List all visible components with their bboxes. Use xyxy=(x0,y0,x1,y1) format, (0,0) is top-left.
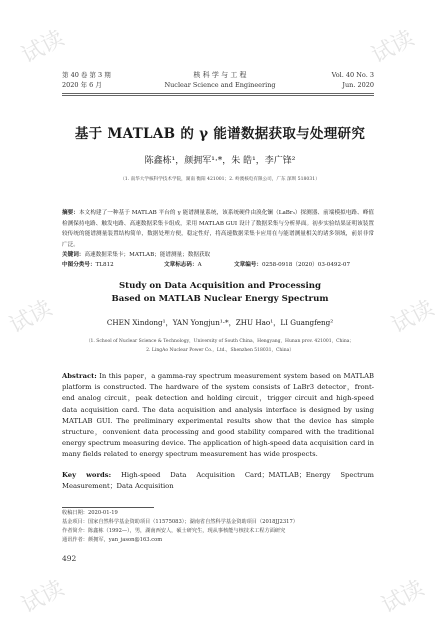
footnote-author: 作者简介：陈鑫栋（1992—），男，湖南西安人，硕士研究生，现从事核能与核技术工程方面研究 xyxy=(62,528,286,534)
watermark: 试读 xyxy=(367,25,419,69)
en-abstract-text: In this paper，a gamma-ray spectrum measurement system based on MATLAB platform is constructed. The hardware of the system consists of LaBr3 detector，front-end analog circuit，peak detection and holding circuit，trigger circuit and high-speed data acquisition card. The data acquisition and analysis interface is designed by using MATLAB GUI. The preliminary experimental results show that the device has simple structure，convenient data processing and good stability compared with the traditional energy spectrum measuring device. The application of high-speed data acquisition card in many fields related to energy spectrum measurement has wide prospects. xyxy=(62,372,374,459)
page-number: 492 xyxy=(62,554,77,563)
footnote-rule xyxy=(62,507,154,508)
watermark: 试读 xyxy=(5,295,57,339)
watermark: 试读 xyxy=(387,295,439,339)
footnote-fund: 基金项目：国家自然科学基金资助项目（11575083）；湖南省自然科学基金资助项目（2018JJ2317） xyxy=(62,519,298,525)
header-journal-en: Nuclear Science and Engineering xyxy=(164,81,276,89)
en-abstract-label: Abstract: xyxy=(62,372,97,380)
en-title: Study on Data Acquisition and Processing Based on MATLAB Nuclear Energy Spectrum xyxy=(111,281,329,304)
cn-keywords-label: 关键词： xyxy=(62,252,85,259)
header-vol-cn: 第 40 卷 第 3 期 xyxy=(62,71,111,79)
watermark: 试读 xyxy=(17,25,69,69)
footnote-corresponding: 通讯作者：颜拥军，yan_jason@163.com xyxy=(62,537,163,543)
doc-value: A xyxy=(197,262,202,268)
article-value: 0258-0918（2020）03-0492-07 xyxy=(261,262,351,268)
watermark: 试读 xyxy=(377,575,429,619)
en-affiliation xyxy=(0,338,440,355)
doc-label: 文章标志码： xyxy=(164,262,198,268)
class-label: 中图分类号： xyxy=(62,262,96,268)
en-affiliation-2: 2. LingAo Nuclear Power Co.，Ltd.，Shenzhen 518031，China） xyxy=(146,347,294,353)
article-label: 文章编号： xyxy=(234,262,262,268)
class-value: TL812 xyxy=(95,262,114,268)
cn-title: 基于 MATLAB 的 γ 能谱数据获取与处理研究 xyxy=(74,126,366,142)
en-keywords-label: Key words: xyxy=(62,471,112,479)
header-rule-thin xyxy=(62,95,374,96)
header-journal-cn: 核 科 学 与 工 程 xyxy=(193,71,247,79)
en-abstract xyxy=(62,371,374,461)
en-keywords xyxy=(62,470,374,492)
header-rule xyxy=(62,93,374,94)
cn-authors: 陈鑫栋¹，颜拥军¹·*，朱 皓¹，李广锋² xyxy=(144,156,296,166)
en-keywords-text: High-speed Data Acquisition Card；MATLAB；Energy Spectrum Measurement；Data Acquisition xyxy=(62,471,374,491)
cn-affiliation: （1. 南华大学核科学技术学院，湖南 衡阳 421001；2. 岭澳核电有限公司，广东 深圳 518031） xyxy=(120,177,320,182)
en-affiliation-1: （1. School of Nuclear Science & Technology，University of South China，Hengyang，Hunan prov. 421001，China； xyxy=(86,339,354,344)
cn-abstract xyxy=(62,208,374,261)
en-authors: CHEN Xindong¹，YAN Yongjun¹·*，ZHU Hao¹，LI Guangfeng² xyxy=(106,318,334,327)
watermark: 试读 xyxy=(17,575,69,619)
footnote-received: 收稿日期：2020-01-19 xyxy=(62,510,118,516)
header-date-cn: 2020 年 6 月 xyxy=(62,81,102,89)
header-vol-en: Vol. 40 No. 3 xyxy=(331,71,374,79)
cn-abstract-label: 摘要： xyxy=(62,210,79,216)
header-date-en: Jun. 2020 xyxy=(342,81,374,89)
cn-keywords-text: 高速数据采集卡；MATLAB；能谱测量；数据获取 xyxy=(84,252,211,259)
cn-abstract-text: 本文构建了一种基于 MATLAB 平台的 γ 能谱测量系统，该系统硬件由溴化镧（LaBr₃）探测器、前端模拟电路、峰值检测保持电路、触发电路、高速数据采集卡组成，采用 MATLAB GUI 设计了数据采集与分析界面。初步实验结果证明该装置较传统的能谱测量装置结构简单，数据处理方便，稳定性好，将高速数据采集卡应用在与能谱测量相关的诸多领域，前景非常广泛。 xyxy=(62,210,374,248)
